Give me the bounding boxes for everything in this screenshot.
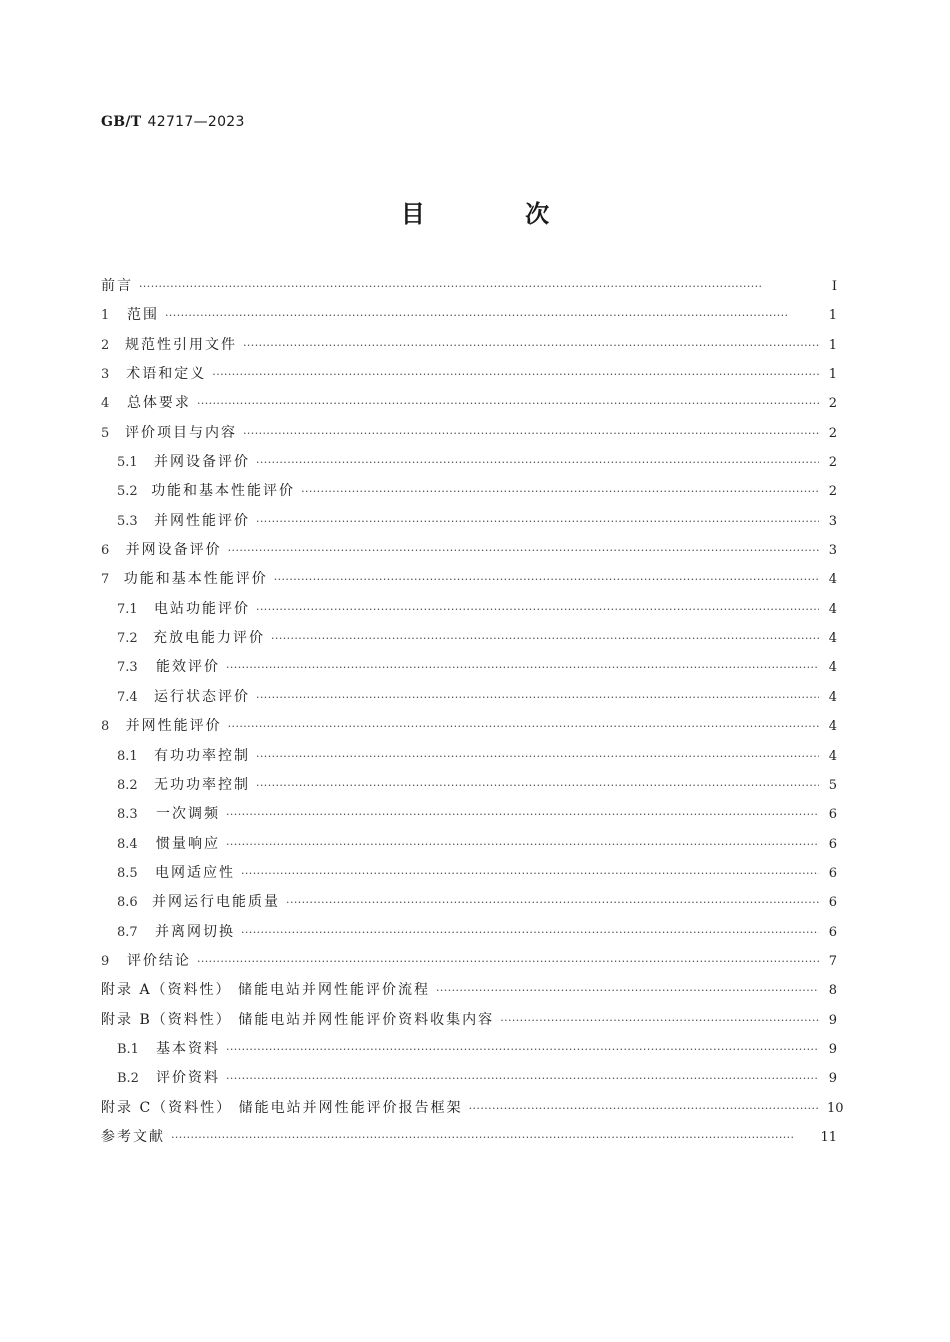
- toc-entry[interactable]: [101, 976, 837, 1005]
- toc-entry-label: 基本资料: [156, 1040, 220, 1057]
- toc-leader-dots: [241, 859, 819, 888]
- toc-entry-page: 1: [828, 337, 837, 353]
- toc-leader-dots: [256, 595, 819, 624]
- toc-entry-page: 8: [828, 983, 837, 999]
- toc-leader-dots: [286, 888, 819, 917]
- toc-entry-page: 6: [828, 895, 837, 911]
- toc-leader-dots: [226, 1035, 819, 1064]
- toc-entry-page: 6: [828, 836, 837, 852]
- toc-entry-page: 4: [828, 631, 837, 647]
- toc-entry-label: 规范性引用文件: [125, 336, 238, 353]
- toc-entry[interactable]: [101, 947, 837, 976]
- toc-entry-label: 并网运行电能质量: [152, 894, 281, 911]
- toc-entry-label: 评价项目与内容: [125, 424, 238, 441]
- toc-entry-page: 4: [828, 689, 837, 705]
- toc-entry[interactable]: [101, 389, 837, 418]
- toc-entry-number: 9: [101, 953, 110, 969]
- toc-entry-label: 并网性能评价: [125, 718, 222, 735]
- toc-entry-page: 11: [820, 1129, 837, 1145]
- toc-entry-number: 3: [101, 367, 110, 383]
- toc-entry-label: 范围: [127, 307, 159, 324]
- toc-entry[interactable]: [101, 448, 837, 477]
- toc-leader-dots: [271, 624, 819, 653]
- toc-leader-dots: [243, 419, 819, 448]
- toc-entry-number: B.1: [117, 1041, 139, 1057]
- toc-entry-label: 附录 C（资料性） 储能电站并网性能评价报告框架: [101, 1099, 463, 1116]
- toc-entry-label: 无功功率控制: [154, 776, 251, 793]
- toc-entry-label: 并网设备评价: [154, 454, 251, 471]
- toc-entry[interactable]: [101, 331, 837, 360]
- toc-entry-page: 2: [828, 396, 837, 412]
- toc-entry-number: 7.3: [117, 660, 138, 676]
- toc-entry[interactable]: [101, 565, 837, 594]
- toc-entry-number: 6: [101, 543, 110, 559]
- toc-entry[interactable]: [101, 683, 837, 712]
- toc-leader-dots: [228, 536, 819, 565]
- toc-leader-dots: [226, 830, 819, 859]
- toc-entry-number: 8: [101, 719, 110, 735]
- toc-entry-label: 并离网切换: [155, 923, 236, 940]
- toc-entry[interactable]: [101, 477, 837, 506]
- toc-entry-label: 惯量响应: [156, 835, 220, 852]
- standard-code: [101, 114, 245, 130]
- toc-entry-page: 4: [828, 748, 837, 764]
- toc-entry[interactable]: [101, 859, 837, 888]
- toc-entry-label: 评价结论: [126, 952, 191, 969]
- toc-entry[interactable]: [101, 771, 837, 800]
- toc-entry-number: 7: [101, 572, 110, 588]
- toc-entry-label: 有功功率控制: [154, 747, 251, 764]
- toc-entry-label: 并网设备评价: [125, 542, 222, 559]
- table-of-contents: [101, 272, 844, 1152]
- toc-entry-label: 前言: [101, 278, 133, 294]
- toc-entry-page: 4: [828, 719, 837, 735]
- toc-entry-page: 2: [828, 455, 837, 471]
- toc-entry-page: 1: [828, 308, 837, 324]
- toc-entry-number: 8.7: [117, 924, 138, 940]
- toc-entry-page: 4: [828, 660, 837, 676]
- toc-leader-dots: [256, 683, 819, 712]
- toc-entry[interactable]: [101, 712, 837, 741]
- toc-entry-page: 9: [828, 1071, 837, 1087]
- toc-entry[interactable]: [101, 1006, 837, 1035]
- toc-entry-page: 5: [828, 777, 837, 793]
- toc-entry-number: 8.5: [117, 865, 138, 881]
- toc-entry-page: 2: [828, 484, 837, 500]
- toc-entry[interactable]: [101, 918, 837, 947]
- toc-entry-number: 2: [101, 337, 110, 353]
- toc-entry[interactable]: [101, 1094, 844, 1123]
- toc-leader-dots: [226, 1064, 819, 1093]
- toc-entry-label: 电网适应性: [155, 864, 236, 881]
- toc-entry[interactable]: [101, 1035, 837, 1064]
- toc-entry-page: 4: [828, 572, 837, 588]
- toc-entry[interactable]: [101, 419, 837, 448]
- toc-entry-number: 1: [101, 308, 110, 324]
- toc-leader-dots: [500, 1006, 819, 1035]
- toc-entry-page: 6: [828, 807, 837, 823]
- toc-leader-dots: [228, 712, 819, 741]
- standard-code-prefix: GB/T: [101, 114, 142, 130]
- toc-entry-label: 评价资料: [156, 1070, 220, 1087]
- page-title: 目 次: [400, 200, 596, 228]
- toc-entry-page: 9: [828, 1041, 837, 1057]
- toc-leader-dots: [274, 565, 819, 594]
- toc-leader-dots: [436, 976, 819, 1005]
- toc-entry-number: 8.4: [117, 836, 138, 852]
- toc-entry-page: 3: [828, 543, 837, 559]
- toc-leader-dots: [256, 742, 819, 771]
- toc-leader-dots: [469, 1094, 819, 1123]
- toc-entry[interactable]: [101, 536, 837, 565]
- toc-leader-dots: [197, 389, 819, 418]
- standard-code-number: 42717—2023: [147, 114, 245, 130]
- toc-entry[interactable]: [101, 800, 837, 829]
- toc-entry[interactable]: [101, 360, 837, 389]
- toc-entry-page: 2: [828, 425, 837, 441]
- toc-entry[interactable]: [101, 507, 837, 536]
- toc-entry[interactable]: [101, 888, 837, 917]
- toc-entry-label: 运行状态评价: [154, 688, 251, 705]
- toc-entry-label: 一次调频: [156, 806, 220, 823]
- toc-entry-label: 充放电能力评价: [153, 630, 266, 647]
- toc-entry-number: 5.2: [117, 484, 138, 500]
- toc-entry-page: 1: [828, 367, 837, 383]
- toc-entry-number: 7.1: [117, 601, 138, 617]
- toc-entry-page: 10: [827, 1100, 844, 1116]
- toc-entry[interactable]: [101, 742, 837, 771]
- toc-entry-page: 6: [828, 924, 837, 940]
- toc-entry-page: 7: [828, 953, 837, 969]
- toc-entry[interactable]: [101, 272, 837, 301]
- toc-entry-label: 参考文献: [101, 1128, 165, 1145]
- toc-leader-dots: [197, 947, 819, 976]
- toc-entry-label: 总体要求: [126, 395, 191, 412]
- toc-entry[interactable]: [101, 653, 837, 682]
- toc-entry-label: 附录 B（资料性） 储能电站并网性能评价资料收集内容: [101, 1011, 495, 1028]
- toc-entry-number: 8.6: [117, 895, 138, 911]
- toc-leader-dots: [241, 918, 819, 947]
- toc-leader-dots: [243, 331, 819, 360]
- toc-leader-dots: [226, 800, 819, 829]
- toc-entry[interactable]: [101, 1123, 837, 1152]
- toc-entry-label: 功能和基本性能评价: [123, 571, 268, 588]
- toc-entry-page: 6: [828, 865, 837, 881]
- toc-entry-page: 3: [828, 513, 837, 529]
- toc-entry[interactable]: [101, 830, 837, 859]
- toc-entry-label: 术语和定义: [126, 366, 207, 383]
- toc-leader-dots: [212, 360, 819, 389]
- toc-entry-number: 8.1: [117, 748, 138, 764]
- toc-leader-dots: [256, 771, 819, 800]
- toc-entry-number: B.2: [117, 1071, 139, 1087]
- toc-entry-page: 9: [828, 1012, 837, 1028]
- toc-entry-label: 电站功能评价: [154, 600, 251, 617]
- toc-entry[interactable]: [101, 1064, 837, 1093]
- toc-entry-number: 7.4: [117, 689, 138, 705]
- toc-entry-label: 并网性能评价: [154, 512, 251, 529]
- toc-leader-dots: [139, 272, 819, 301]
- toc-entry[interactable]: [101, 624, 837, 653]
- toc-entry-page: Ⅰ: [831, 279, 837, 294]
- toc-leader-dots: [256, 507, 819, 536]
- toc-entry-number: 4: [101, 396, 110, 412]
- toc-leader-dots: [226, 653, 819, 682]
- toc-entry-page: 4: [828, 601, 837, 617]
- toc-entry-number: 8.3: [117, 807, 138, 823]
- toc-entry-number: 5: [101, 425, 110, 441]
- toc-entry-number: 5.1: [117, 455, 138, 471]
- toc-entry[interactable]: [101, 595, 837, 624]
- toc-leader-dots: [171, 1123, 812, 1152]
- toc-entry-label: 能效评价: [156, 659, 220, 676]
- toc-entry-label: 功能和基本性能评价: [151, 483, 296, 500]
- toc-entry-number: 8.2: [117, 777, 138, 793]
- toc-entry[interactable]: [101, 301, 837, 330]
- toc-entry-number: 7.2: [117, 631, 138, 647]
- toc-leader-dots: [256, 448, 819, 477]
- toc-entry-number: 5.3: [117, 513, 138, 529]
- toc-leader-dots: [301, 477, 819, 506]
- toc-leader-dots: [165, 301, 819, 330]
- toc-entry-label: 附录 A（资料性） 储能电站并网性能评价流程: [101, 982, 431, 999]
